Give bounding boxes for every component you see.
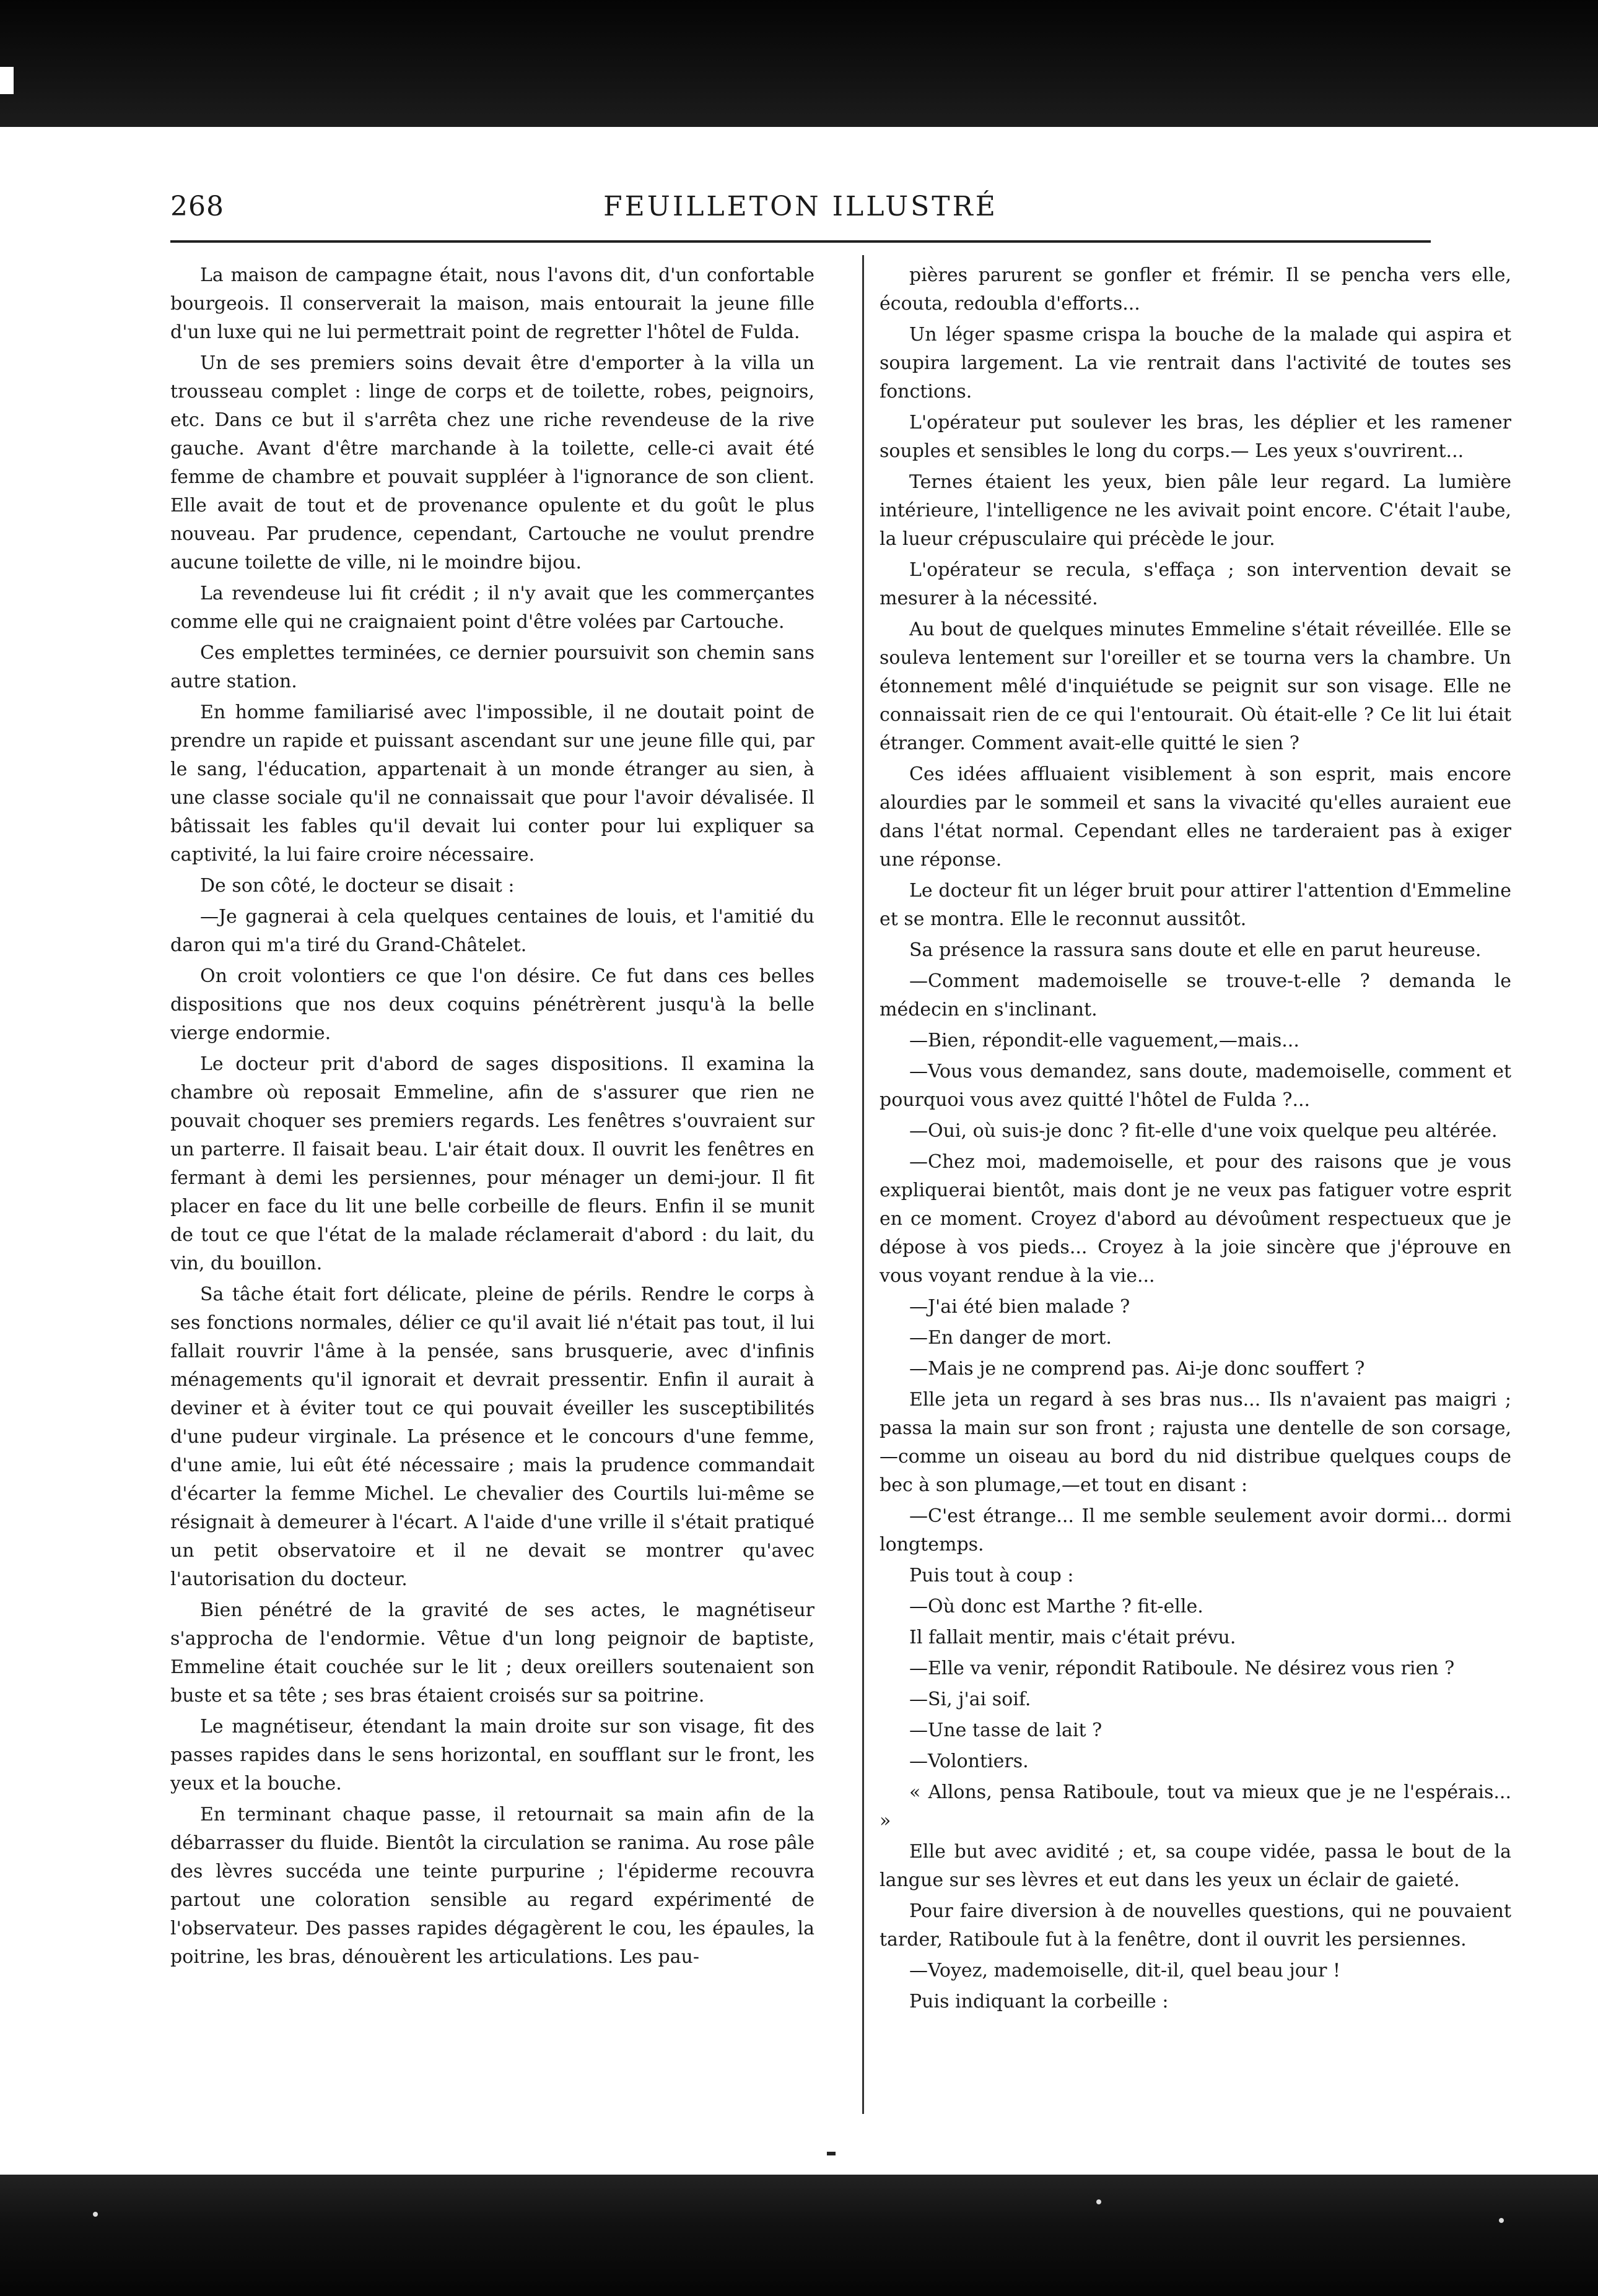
paragraph: Le magnétiseur, étendant la main droite sur son visage, fit des passes rapides dans le sens horizontal, en soufflant sur le front, les yeux et la bouche. xyxy=(170,1716,814,1794)
paragraph: La revendeuse lui fit crédit ; il n'y avait que les commerçantes comme elle qui ne craignaient point d'être volées par Cartouche. xyxy=(170,583,814,633)
paragraph: De son côté, le docteur se disait : xyxy=(200,875,515,897)
paragraph: —Bien, répondit-elle vaguement,—mais... xyxy=(909,1030,1299,1051)
paragraph: —J'ai été bien malade ? xyxy=(909,1296,1130,1318)
paragraph: —En danger de mort. xyxy=(909,1327,1112,1349)
paragraph: Ces emplettes terminées, ce dernier poursuivit son chemin sans autre station. xyxy=(170,642,814,692)
paragraph: —Voyez, mademoiselle, dit-il, quel beau jour ! xyxy=(909,1960,1341,1981)
scan-speck xyxy=(1499,2218,1504,2223)
page-header xyxy=(170,191,1431,234)
paragraph: —Comment mademoiselle se trouve-t-elle ? demanda le médecin en s'inclinant. xyxy=(880,970,1511,1020)
paragraph: On croit volontiers ce que l'on désire. Ce fut dans ces belles dispositions que nos deux coquins pénétrèrent jusqu'à la belle vierge endormie. xyxy=(170,965,814,1044)
paragraph: Ces idées affluaient visiblement à son esprit, mais encore alourdies par le sommeil et sans la vivacité qu'elles auraient eue dans l'état normal. Cependant elles ne tarderaient pas à exiger une réponse. xyxy=(880,763,1511,871)
column-divider xyxy=(862,255,864,2114)
paragraph: —Chez moi, mademoiselle, et pour des raisons que je vous expliquerai bientôt, mais dont je ne veux pas fatiguer votre esprit en ce moment. Croyez d'abord au dévoûment respectueux que je dépose à vos pieds... Croyez à la joie sincère que j'éprouve en vous voyant rendue à la vie... xyxy=(880,1151,1511,1287)
left-column xyxy=(170,261,814,2116)
paragraph: Ternes étaient les yeux, bien pâle leur regard. La lumière intérieure, l'intelligence ne les avivait point encore. C'était l'aube, la lueur crépusculaire qui précède le jour. xyxy=(880,471,1511,550)
paragraph: Au bout de quelques minutes Emmeline s'était réveillée. Elle se souleva lentement sur l'oreiller et se tourna vers la chambre. Un étonnement mêlé d'inquiétude se peignit sur son visage. Elle ne connaissait rien de ce qui l'entourait. Où était-elle ? Ce lit lui était étranger. Comment avait-elle quitté le sien ? xyxy=(880,619,1511,754)
running-title: FEUILLETON ILLUSTRÉ xyxy=(603,191,998,222)
paragraph: En terminant chaque passe, il retournait sa main afin de la débarrasser du fluide. Bientôt la circulation se ranima. Au rose pâle des lèvres succéda une teinte purpurine ; l'épiderme recouvra partout une coloration sensible au regard expérimenté de l'observateur. Des passes rapides dégagèrent le cou, les épaules, la poitrine, les bras, dénouèrent les articulations. Les pau- xyxy=(170,1804,814,1968)
paragraph: —Volontiers. xyxy=(909,1750,1029,1772)
paragraph: —Une tasse de lait ? xyxy=(909,1720,1102,1741)
paragraph: Un de ses premiers soins devait être d'emporter à la villa un trousseau complet : linge de corps et de toilette, robes, peignoirs, etc. Dans ce but il s'arrêta chez une riche revendeuse de la rive gauche. Avant d'être marchande à la toilette, celle-ci avait été femme de chambre et pouvait suppléer à l'ignorance de son client. Elle avait de tout et de provenance opulente et du goût le plus nouveau. Par prudence, cependant, Cartouche ne voulut prendre aucune toilette de ville, ni le moindre bijou. xyxy=(170,352,814,573)
scan-border-top xyxy=(0,0,1598,127)
paragraph: Puis tout à coup : xyxy=(909,1565,1074,1586)
paragraph: —C'est étrange... Il me semble seulement avoir dormi... dormi longtemps. xyxy=(880,1505,1511,1555)
right-column xyxy=(880,261,1511,2116)
paragraph: Sa présence la rassura sans doute et elle en parut heureuse. xyxy=(909,939,1482,961)
paragraph: —Vous vous demandez, sans doute, mademoiselle, comment et pourquoi vous avez quitté l'hôtel de Fulda ?... xyxy=(880,1061,1511,1111)
scan-border-bottom xyxy=(0,2175,1598,2296)
paragraph: L'opérateur put soulever les bras, les déplier et les ramener souples et sensibles le long du corps.— Les yeux s'ouvrirent... xyxy=(880,412,1511,462)
paragraph: Le docteur fit un léger bruit pour attirer l'attention d'Emmeline et se montra. Elle le reconnut aussitôt. xyxy=(880,880,1511,930)
paragraph: —Où donc est Marthe ? fit-elle. xyxy=(909,1596,1203,1617)
paragraph: L'opérateur se recula, s'effaça ; son intervention devait se mesurer à la nécessité. xyxy=(880,559,1511,609)
paragraph: —Oui, où suis-je donc ? fit-elle d'une voix quelque peu altérée. xyxy=(909,1120,1498,1142)
paragraph: Le docteur prit d'abord de sages dispositions. Il examina la chambre où reposait Emmeline, afin de s'assurer que rien ne pouvait choquer ses premiers regards. Les fenêtres s'ouvraient sur un parterre. Il faisait beau. L'air était doux. Il ouvrit les fenêtres en fermant à demi les persiennes, pour ménager un demi-jour. Il fit placer en face du lit une belle corbeille de fleurs. Enfin il se munit de tout ce que l'état de la malade réclamerait d'abord : du lait, du vin, du bouillon. xyxy=(170,1053,814,1274)
paragraph: Pour faire diversion à de nouvelles questions, qui ne pouvaient tarder, Ratiboule fut à la fenêtre, dont il ouvrit les persiennes. xyxy=(880,1900,1511,1950)
paragraph: Puis indiquant la corbeille : xyxy=(909,1991,1169,2012)
paragraph: Un léger spasme crispa la bouche de la malade qui aspira et soupira largement. La vie rentrait dans l'activité de toutes ses fonctions. xyxy=(880,324,1511,402)
paragraph: Il fallait mentir, mais c'était prévu. xyxy=(909,1627,1236,1648)
paragraph: « Allons, pensa Ratiboule, tout va mieux que je ne l'espérais... » xyxy=(880,1781,1511,1832)
page-number: 268 xyxy=(170,191,224,222)
end-mark xyxy=(827,2152,836,2155)
scan-speck xyxy=(1096,2199,1101,2204)
paragraph: pières parurent se gonfler et frémir. Il se pencha vers elle, écouta, redoubla d'efforts... xyxy=(880,264,1511,315)
scan-edge-mark xyxy=(0,67,14,94)
paragraph: Bien pénétré de la gravité de ses actes, le magnétiseur s'approcha de l'endormie. Vêtue d'un long peignoir de baptiste, Emmeline était couchée sur le lit ; deux oreillers soutenaient son buste et sa tête ; ses bras étaient croisés sur sa poitrine. xyxy=(170,1599,814,1707)
scan-speck xyxy=(93,2212,98,2217)
paragraph: Sa tâche était fort délicate, pleine de périls. Rendre le corps à ses fonctions normales, délier ce qu'il avait lié n'était pas tout, il lui fallait rouvrir l'âme à la pensée, sans brusquerie, avec d'infinis ménagements qu'il ignorait et devrait pressentir. Enfin il aurait à deviner et à éviter tout ce qui pouvait éveiller les susceptibilités d'une pudeur virginale. La présence et le concours d'une femme, d'une amie, lui eût été nécessaire ; mais la prudence commandait d'écarter la femme Michel. Le chevalier des Courtils lui-même se résignait à demeurer à l'écart. A l'aide d'une vrille il s'était pratiqué un petit observatoire et il ne devait se montrer qu'avec l'autorisation du docteur. xyxy=(170,1284,814,1590)
paragraph: En homme familiarisé avec l'impossible, il ne doutait point de prendre un rapide et puissant ascendant sur une jeune fille qui, par le sang, l'éducation, appartenait à un monde étranger au sien, à une classe sociale qu'il ne connaissait que pour l'avoir dévalisée. Il bâtissait les fables qu'il devait lui conter pour lui expliquer sa captivité, la lui faire croire nécessaire. xyxy=(170,702,814,866)
paragraph: Elle but avec avidité ; et, sa coupe vidée, passa le bout de la langue sur ses lèvres et eut dans les yeux un éclair de gaieté. xyxy=(880,1841,1511,1891)
paragraph: La maison de campagne était, nous l'avons dit, d'un confortable bourgeois. Il conserverait la maison, mais entourait la jeune fille d'un luxe qui ne lui permettrait point de regretter l'hôtel de Fulda. xyxy=(170,264,814,343)
paragraph: —Si, j'ai soif. xyxy=(909,1689,1031,1710)
paragraph: —Elle va venir, répondit Ratiboule. Ne désirez vous rien ? xyxy=(909,1658,1455,1679)
paragraph: —Je gagnerai à cela quelques centaines de louis, et l'amitié du daron qui m'a tiré du Grand-Châtelet. xyxy=(170,906,814,956)
paragraph: —Mais je ne comprend pas. Ai-je donc souffert ? xyxy=(909,1358,1365,1380)
header-rule xyxy=(170,240,1431,243)
paragraph: Elle jeta un regard à ses bras nus... Ils n'avaient pas maigri ; passa la main sur son front ; rajusta une dentelle de son corsage,—comme un oiseau au bord du nid distribue quelques coups de bec à son plumage,—et tout en disant : xyxy=(880,1389,1511,1496)
